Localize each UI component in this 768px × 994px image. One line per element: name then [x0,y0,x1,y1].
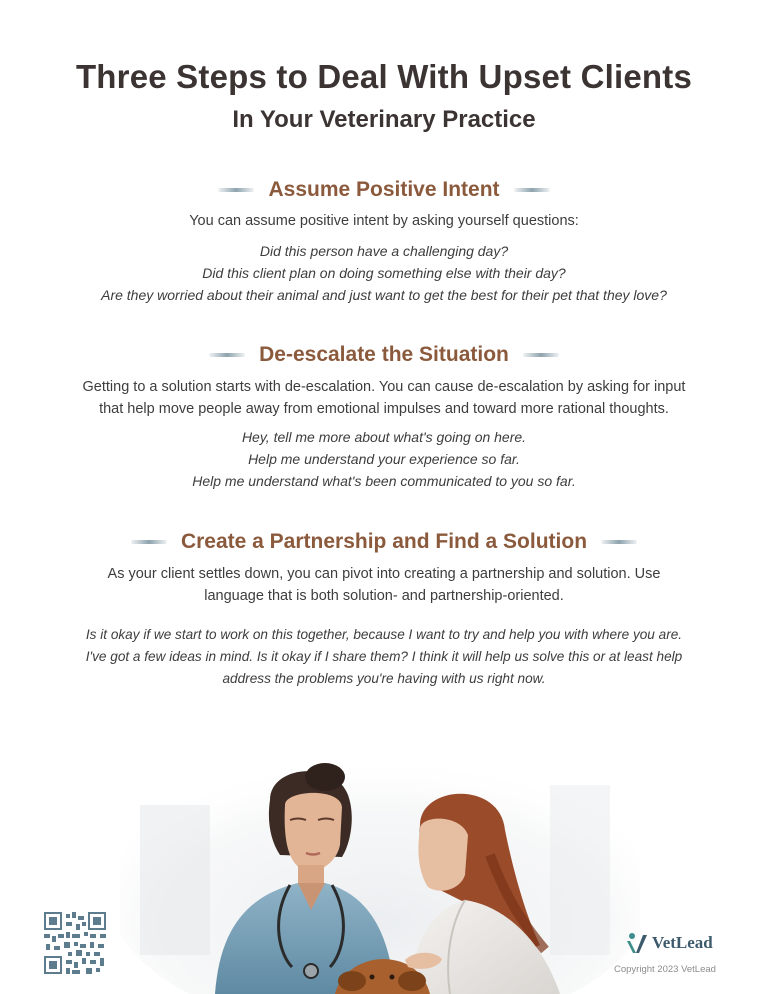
section-intro [40,563,728,607]
intro-line: As your client settles down, you can pivot into creating a partnership and solution. Use [107,566,661,582]
quote-line: Hey, tell me more about what's going on here. [241,429,527,445]
quote-line: Is it okay if we start to work on this together, because I want to try and help you with where you are. [85,627,683,642]
heading-dash-right [523,353,559,357]
section-quotes [30,240,738,306]
section-quotes [30,426,738,492]
section-intro [40,376,728,420]
intro-line: that help move people away from emotional impulses and toward more rational thoughts. [99,401,669,417]
intro-line: Getting to a solution starts with de-escalation. You can cause de-escalation by asking for input [82,379,686,395]
heading-dash-right [514,188,550,192]
section-heading-create-partnership [0,530,768,554]
intro-line: language that is both solution- and partnership-oriented. [204,588,564,604]
page-title: Three Steps to Deal With Upset Clients [75,58,693,95]
section-title: Assume Positive Intent [268,178,500,201]
heading-dash-right [601,540,637,544]
vetlead-logo [626,932,713,954]
section-quotes [30,624,738,690]
heading-dash-left [131,540,167,544]
vetlead-logo-icon [626,932,648,954]
heading-dash-left [209,353,245,357]
section-heading-de-escalate [0,343,768,367]
section-title: De-escalate the Situation [259,343,509,366]
quote-line: I've got a few ideas in mind. Is it okay if I share them? I think it will help us solve this or at least help [85,649,683,664]
copyright-text: Copyright 2023 VetLead [614,964,716,975]
section-heading-assume-positive-intent [0,178,768,202]
page-subtitle: In Your Veterinary Practice [232,106,536,133]
section-intro: You can assume positive intent by asking yourself questions: [189,213,579,229]
quote-line: Help me understand what's been communicated to you so far. [192,473,576,489]
quote-line: Did this client plan on doing something else with their day? [202,265,566,281]
quote-line: address the problems you're having with us right now. [222,671,546,686]
section-title: Create a Partnership and Find a Solution [180,530,588,553]
qr-code-icon[interactable] [44,912,106,974]
heading-dash-left [218,188,254,192]
quote-line: Are they worried about their animal and just want to get the best for their pet that they love? [101,287,667,303]
vet-and-client-illustration [120,745,640,994]
quote-line: Help me understand your experience so far. [248,451,520,467]
quote-line: Did this person have a challenging day? [259,243,509,259]
logo-text: VetLead [652,933,713,952]
